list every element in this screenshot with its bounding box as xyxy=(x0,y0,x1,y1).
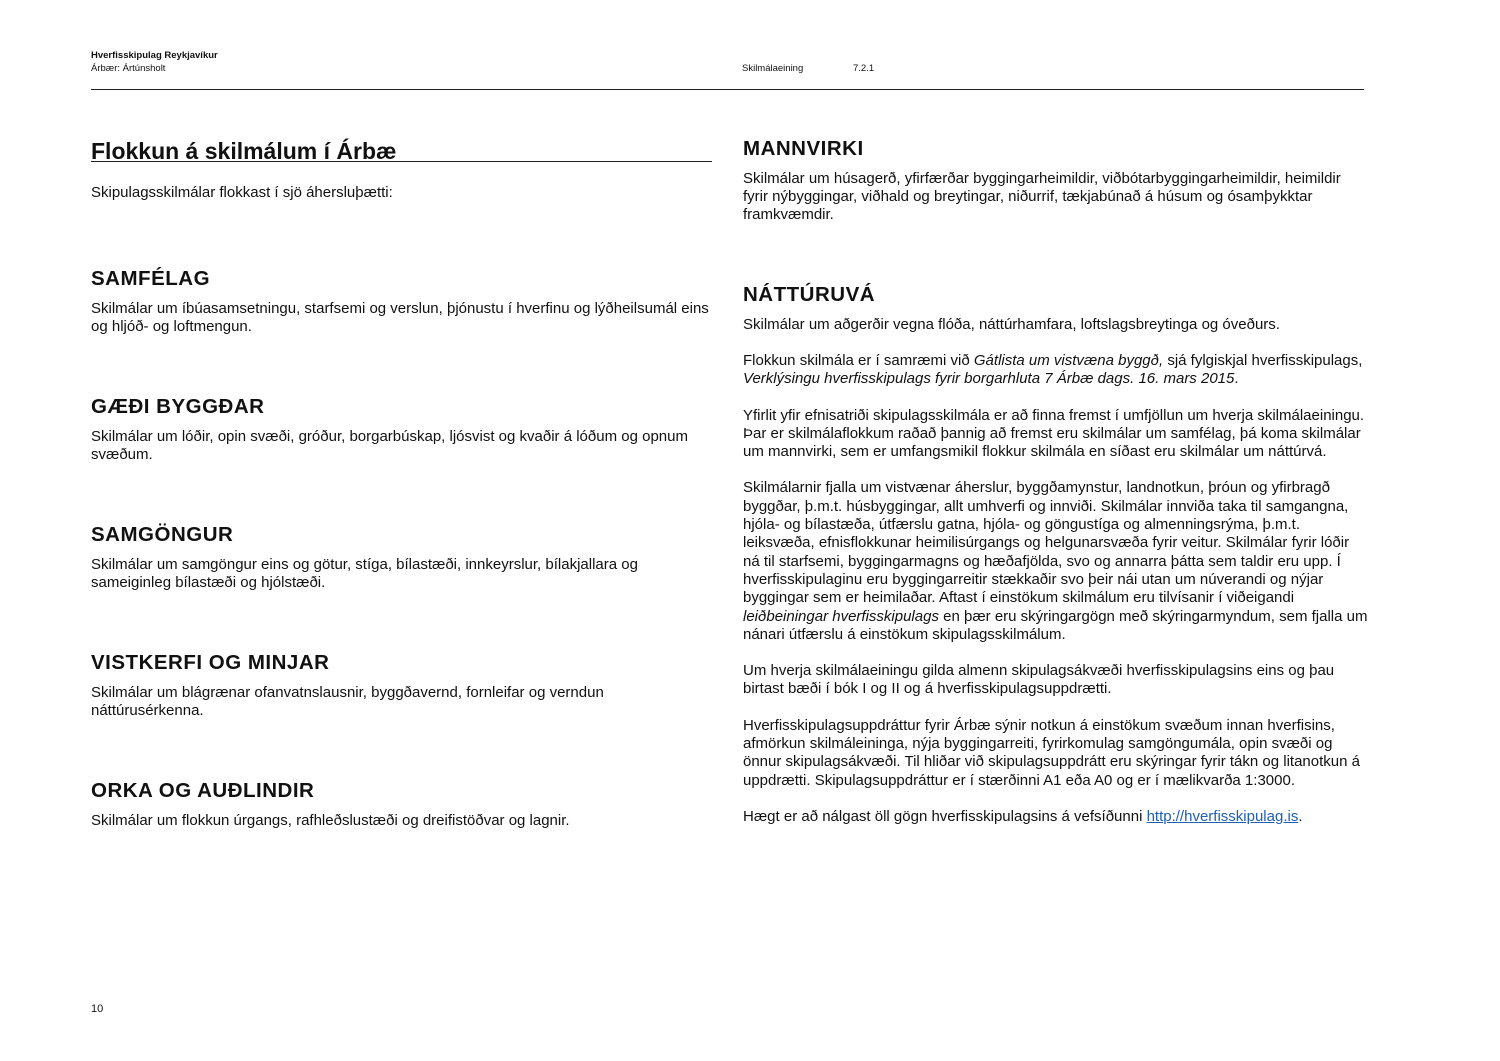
text-span: Flokkun skilmála er í samræmi við xyxy=(743,352,974,369)
category-text: Skilmálar um samgöngur eins og götur, stíga, bílastæði, innkeyrslur, bílakjallara og sameiginleg bílastæði og hjólstæði. xyxy=(91,556,638,591)
page-number: 10 xyxy=(91,1003,104,1015)
intro-text: Skipulagsskilmálar flokkast í sjö áhersluþætti: xyxy=(91,184,393,201)
category-natturuva xyxy=(743,283,1368,334)
paragraph-uppdrattur: Hverfisskipulagsuppdráttur fyrir Árbæ sýnir notkun á einstökum svæðum innan hverfisins, afmörkun skilmáleininga, nýja byggingarreiti, fyrirkomulag samgöngumála, opin svæði og önnur skipulagsákvæði. Til hliðar við skipulagsuppdrátt eru skýringar fyrir tákn og litanotkun á uppdrætti. Skipulagsuppdráttur er í stærðinni A1 eða A0 og er í mælikvarða 1:3000. xyxy=(743,716,1360,789)
text-span: Skilmálarnir fjalla um vistvænar áherslur, byggðamynstur, landnotkun, þróun og yfirbragð byggðar, þ.m.t. húsbyggingar, allt umhverfi og innviði. Skilmálar innviða taka til samgangna, hjóla- og bílastæða, útfærslu gatna, hjóla- og göngustíga og almenningsrýma, þ.m.t. leiksvæða, efnisflokkunar heimilisúrgangs og helgunarsvæða fyrir veitur. Skilmálar fyrir lóðir ná til starfsemi, byggingarmagns og hæðafjölda, svo og annarra þátta sem taldir eru upp. Í hverfisskipulaginu eru byggingarreitir stækkaðir svo þeir nái utan um núverandi og nýjar byggingar sem er heimilaðar. Aftast í einstökum skilmálum eru tilvísanir í viðeigandi xyxy=(743,479,1350,607)
category-title: GÆÐI BYGGÐAR xyxy=(91,395,265,418)
category-title: MANNVIRKI xyxy=(743,137,864,160)
text-span: . xyxy=(1234,370,1239,388)
italic-span: leiðbeiningar hverfisskipulags xyxy=(743,607,939,625)
header-section-number: 7.2.1 xyxy=(853,63,875,74)
category-title: SAMFÉLAG xyxy=(91,267,211,290)
italic-span: Verklýsingu hverfisskipulags fyrir borgarhluta 7 Árbæ dags. 16. mars 2015 xyxy=(743,370,1235,388)
category-title: NÁTTÚRUVÁ xyxy=(743,283,876,306)
page-title: Flokkun á skilmálum í Árbæ xyxy=(91,136,712,162)
paragraph-flokkun xyxy=(743,352,1368,389)
category-text: Skilmálar um blágrænar ofanvatnslausnir, byggðavernd, fornleifar og verndun náttúrusérkenna. xyxy=(91,684,604,719)
text-span: Hægt er að nálgast öll gögn hverfisskipulagsins á vefsíðunni xyxy=(743,807,1147,825)
text-span: en þær eru skýringargögn með skýringarmyndum, sem fjalla um nánari útfærslu á einstökum skipulagsskilmálum. xyxy=(743,607,1368,643)
category-title: ORKA OG AUÐLINDIR xyxy=(91,779,315,802)
right-column xyxy=(743,137,1368,826)
category-orka-og-audlindir xyxy=(91,779,712,830)
category-text: Skilmálar um flokkun úrgangs, rafhleðslustæði og dreifistöðvar og lagnir. xyxy=(91,812,570,829)
text-span: sjá fylgiskjal hverfisskipulags, xyxy=(1163,352,1363,369)
left-column xyxy=(91,136,712,830)
paragraph-um-hverja: Um hverja skilmálaeiningu gilda almenn skipulagsákvæði hverfisskipulagsins eins og þau birtast bæði í bók I og II og á hverfisskipulagsuppdrætti. xyxy=(743,662,1335,698)
paragraph-yfirlit: Yfirlit yfir efnisatriði skipulagsskilmála er að finna fremst í umfjöllun um hverja skilmálaeiningu. Þar er skilmálaflokkum raðað þannig að fremst eru skilmálar um samfélag, þá koma skilmálar um mannvirki, sem er umfangsmikil flokkur skilmála en síðast eru skilmálar um náttúrvá. xyxy=(743,406,1365,461)
category-text: Skilmálar um lóðir, opin svæði, gróður, borgarbúskap, ljósvist og kvaðir á lóðum og opnum svæðum. xyxy=(91,428,688,463)
text-span: . xyxy=(1298,807,1303,825)
category-text: Skilmálar um aðgerðir vegna flóða, náttúrhamfara, loftslagsbreytinga og óveðurs. xyxy=(743,316,1280,333)
category-gaedi-byggdar xyxy=(91,395,712,464)
italic-span: Gátlista um vistvæna byggð, xyxy=(973,352,1164,369)
category-text: Skilmálar um íbúasamsetningu, starfsemi og verslun, þjónustu í hverfinu og lýðheilsumál eins og hljóð- og loftmengun. xyxy=(91,300,709,335)
category-vistkerfi-og-minjar xyxy=(91,651,712,720)
category-samfelag xyxy=(91,267,712,336)
header-organization: Hverfisskipulag Reykjavíkur xyxy=(91,50,218,61)
header-section-label: Skilmálaeining xyxy=(742,63,804,74)
paragraph-skilmalarnir xyxy=(743,479,1368,644)
header-area: Árbær: Ártúnsholt xyxy=(91,63,166,74)
category-title: VISTKERFI OG MINJAR xyxy=(91,651,330,674)
category-samgongur xyxy=(91,523,712,592)
category-text: Skilmálar um húsagerð, yfirfærðar byggingarheimildir, viðbótarbyggingarheimildir, heimildir fyrir nýbyggingar, viðhald og breytingar, niðurrif, tækjabúnað á húsum og ósamþykktar framkvæmdir. xyxy=(743,170,1341,223)
website-link[interactable]: http://hverfisskipulag.is xyxy=(1146,807,1299,825)
paragraph-link xyxy=(743,808,1368,826)
page-header xyxy=(91,50,1364,90)
category-title: SAMGÖNGUR xyxy=(91,523,234,546)
category-mannvirki xyxy=(743,137,1368,224)
